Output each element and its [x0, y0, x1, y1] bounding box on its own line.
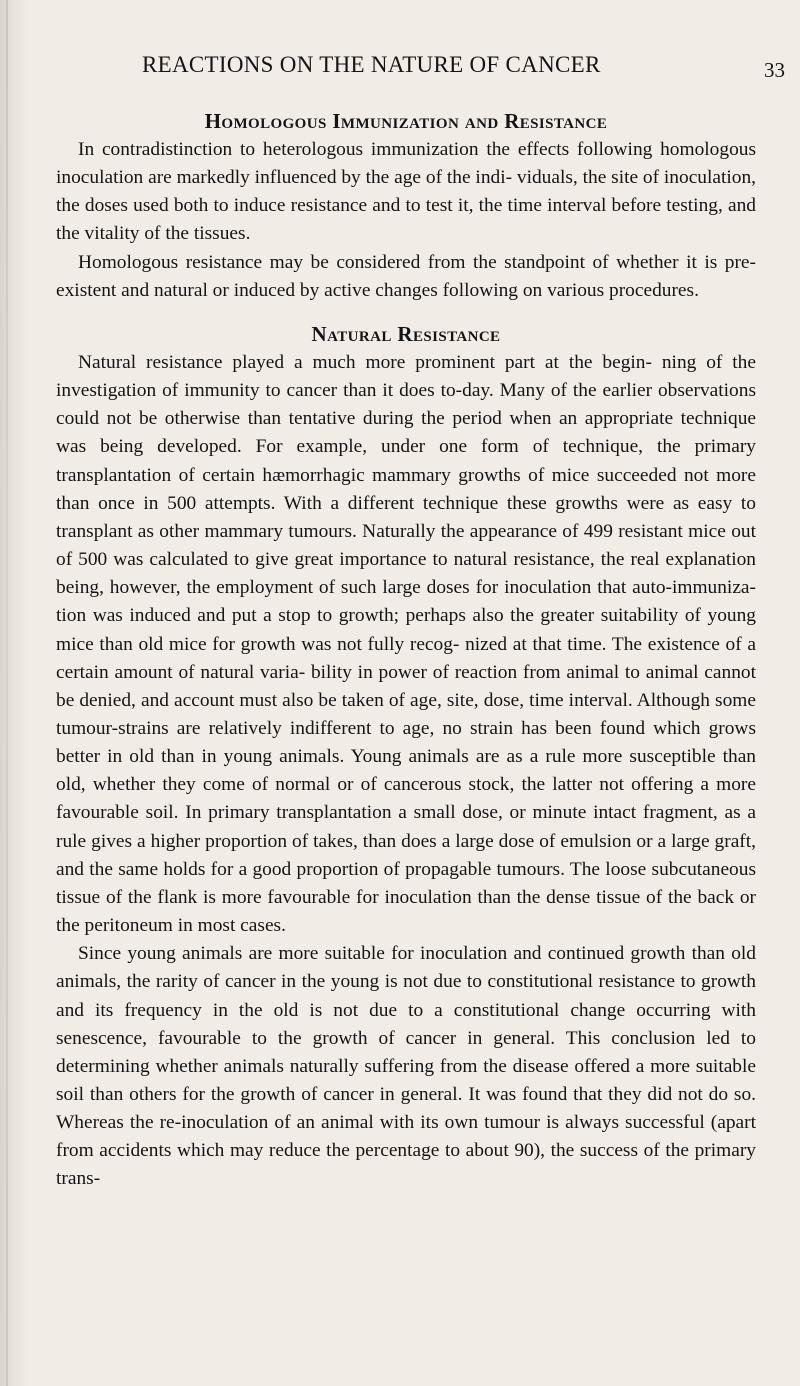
- page-number: 33: [764, 58, 785, 82]
- paragraph: Homologous resistance may be considered from the standpoint of whether it is pre-existent and natural or induced by active changes following on various procedures.: [56, 251, 756, 301]
- page-body: [56, 100, 756, 1194]
- section-heading-natural-resistance: Natural Resistance: [311, 321, 501, 346]
- paragraph: Natural resistance played a much more prominent part at the begin- ning of the investigation of immunity to cancer than it does to-day. Many of the earlier observations could not be otherwise than tentative during the period when an appropriate technique was being developed. For example, under one form of technique, the primary transplantation of certain hæmorrhagic mammary growths of mice succeeded not more than once in 500 attempts. With a different technique these growths were as easy to transplant as other mammary tumours. Naturally the appearance of 499 resistant mice out of 500 was calculated to give great importance to natural resistance, the real explanation being, however, the employment of such large doses for inoculation that auto-immuniza- tion was induced and put a stop to growth; perhaps also the greater suitability of young mice than old mice for growth was not fully recog- nized at that time. The existence of a certain amount of natural varia- bility in power of reaction from animal to animal cannot be denied, and account must also be taken of age, site, dose, time interval. Although some tumour-strains are relatively indifferent to age, no strain has been found which grows better in old than in young animals. Young animals are as a rule more susceptible than old, whether they come of normal or of cancerous stock, the latter not offering a more favourable soil. In primary transplantation a small dose, or minute intact fragment, as a rule gives a higher proportion of takes, than does a large dose of emulsion or a large graft, and the same holds for a good proportion of propagable tumours. The loose subcutaneous tissue of the flank is more favourable for inoculation than the dense tissue of the back or the peritoneum in most cases.: [56, 351, 756, 937]
- binding-gutter: [6, 0, 8, 1386]
- section-heading-homologous-immunization: Homologous Immunization and Resistance: [204, 109, 608, 133]
- page-header: [142, 52, 650, 78]
- paragraph: Since young animals are more suitable for inoculation and continued growth than old animals, the rarity of cancer in the young is not due to constitutional resistance to growth and its frequency in the old is not due to a constitutional change occurring with senescence, favourable to the growth of cancer in general. This conclusion led to determining whether animals naturally suffering from the disease offered a more suitable soil than others for the growth of cancer in general. It was found that they did not do so. Whereas the re-inoculation of an animal with its own tumour is always successful (apart from accidents which may reduce the percentage to about 90), the success of the primary trans-: [56, 943, 756, 1190]
- paragraph: In contradistinction to heterologous immunization the effects following homologous inoculation are markedly influenced by the age of the indi- viduals, the site of inoculation, the doses used both to induce resistance and to test it, the time interval before testing, and the vitality of the tissues.: [56, 139, 757, 245]
- running-head: REACTIONS ON THE NATURE OF CANCER: [142, 52, 601, 77]
